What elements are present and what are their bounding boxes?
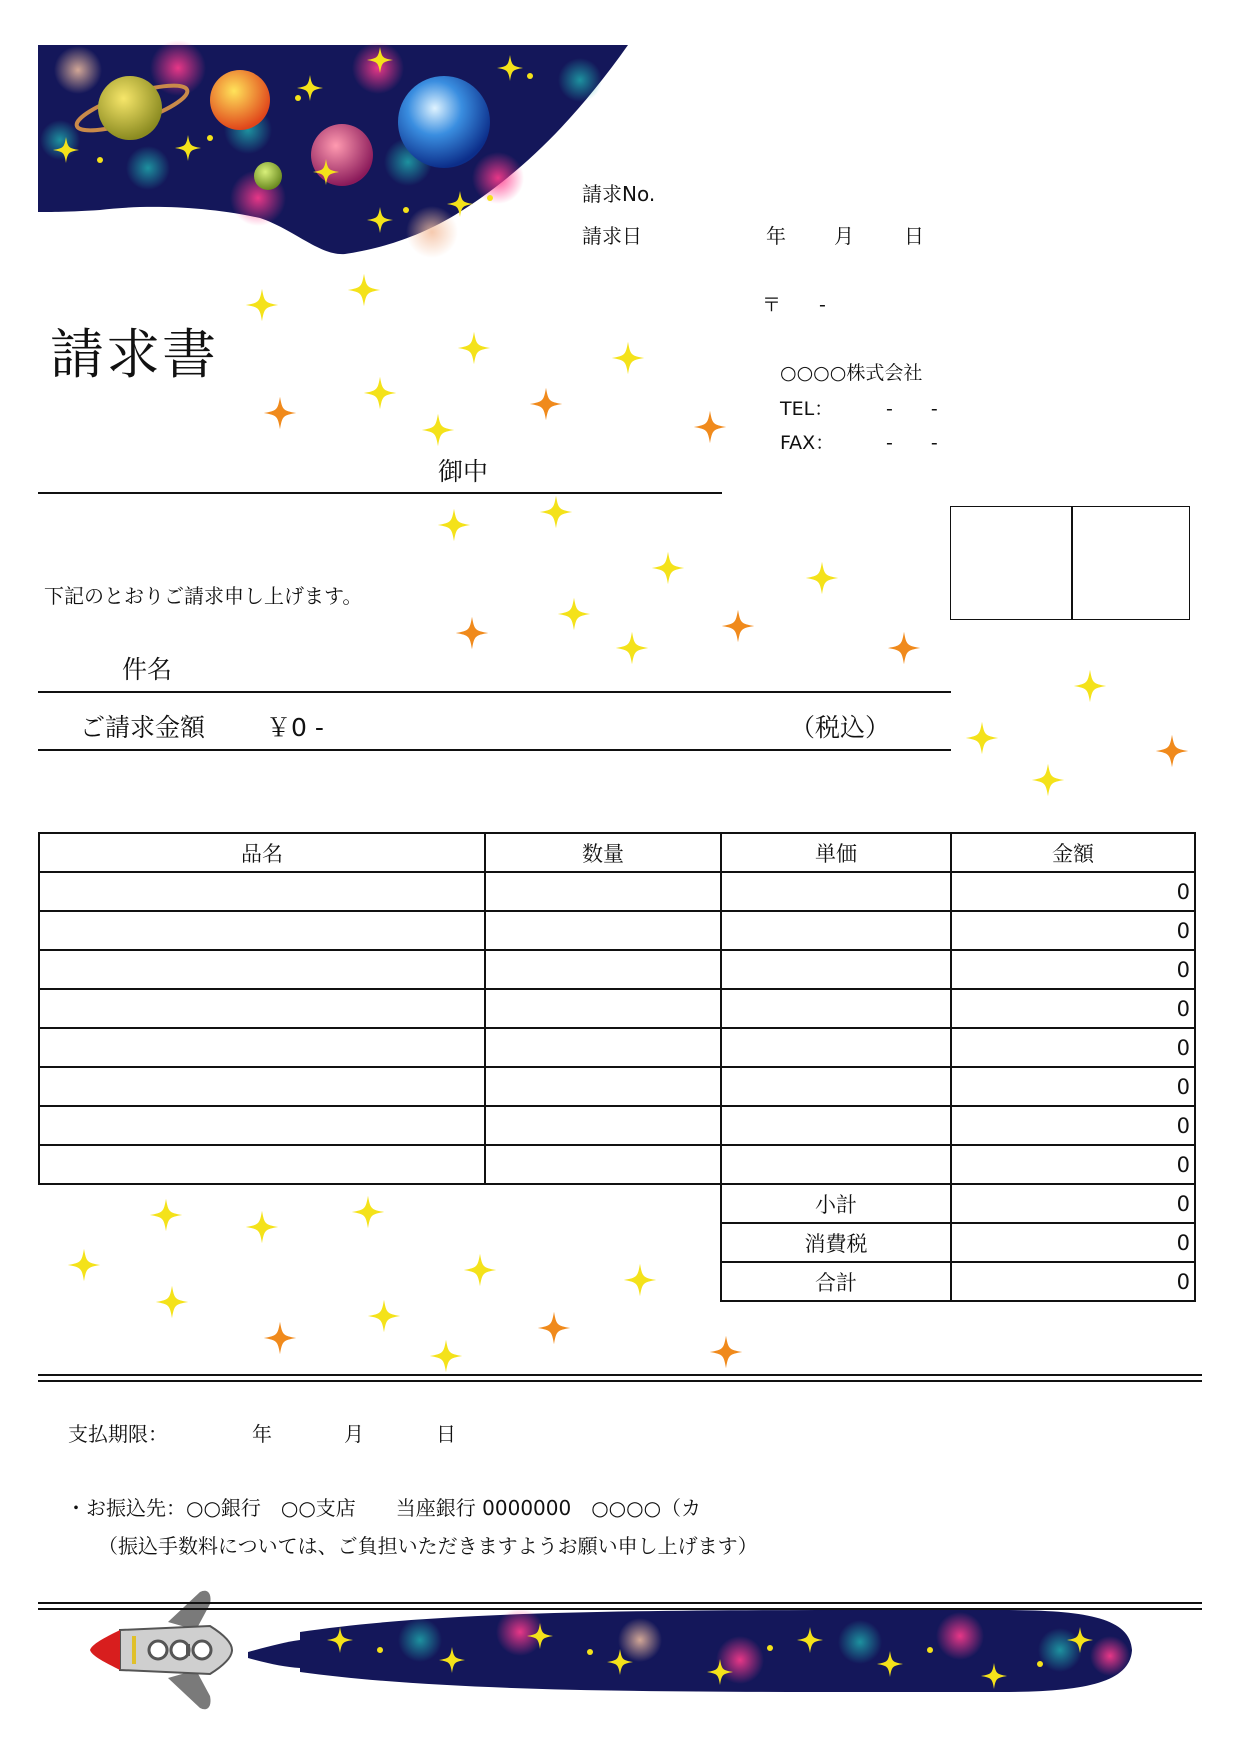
- table-row: [39, 1145, 1195, 1184]
- footer-rule: [38, 1608, 1202, 1610]
- table-row: [39, 989, 1195, 1028]
- subtotal-label: 小計: [721, 1184, 951, 1223]
- payment-deadline-day: 日: [436, 1422, 456, 1446]
- cell-item[interactable]: [39, 1145, 485, 1184]
- cell-price[interactable]: [721, 950, 951, 989]
- blank-area: [39, 1262, 721, 1301]
- subject-underline: [38, 691, 951, 693]
- cell-item[interactable]: [39, 989, 485, 1028]
- amount-underline: [38, 749, 951, 751]
- payment-deadline-label: 支払期限：: [68, 1422, 168, 1446]
- cell-amount: 0: [951, 1145, 1195, 1184]
- cell-price[interactable]: [721, 1028, 951, 1067]
- cell-item[interactable]: [39, 1028, 485, 1067]
- col-header-qty: 数量: [485, 833, 721, 872]
- sender-fax-value: - -: [886, 432, 938, 454]
- tax-row: [39, 1223, 1195, 1262]
- total-row: [39, 1262, 1195, 1301]
- amount-label: ご請求金額: [80, 713, 206, 742]
- invoice-date-day: 日: [904, 224, 924, 248]
- invoice-no-label: 請求No.: [582, 182, 656, 206]
- cell-item[interactable]: [39, 1067, 485, 1106]
- cell-qty[interactable]: [485, 1028, 721, 1067]
- cell-item[interactable]: [39, 911, 485, 950]
- sender-company: ○○○○株式会社: [780, 362, 923, 384]
- table-header-row: [39, 833, 1195, 872]
- table-row: [39, 872, 1195, 911]
- blank-area: [39, 1223, 721, 1262]
- cell-qty[interactable]: [485, 950, 721, 989]
- cell-qty[interactable]: [485, 989, 721, 1028]
- table-row: [39, 950, 1195, 989]
- cell-amount: 0: [951, 989, 1195, 1028]
- amount-tax-note: （税込）: [790, 713, 891, 742]
- stamp-box: [950, 506, 1190, 620]
- tax-label: 消費税: [721, 1223, 951, 1262]
- sender-tel-value: - -: [886, 398, 938, 420]
- amount-value: ￥0 -: [266, 713, 324, 742]
- cell-amount: 0: [951, 1106, 1195, 1145]
- cell-price[interactable]: [721, 989, 951, 1028]
- recipient-honorific: 御中: [438, 457, 489, 486]
- cell-qty[interactable]: [485, 1067, 721, 1106]
- invoice-date-year: 年: [766, 224, 786, 248]
- cell-qty[interactable]: [485, 1145, 721, 1184]
- total-label: 合計: [721, 1262, 951, 1301]
- recipient-underline: [38, 492, 722, 494]
- payment-deadline-year: 年: [252, 1422, 272, 1446]
- cell-price[interactable]: [721, 911, 951, 950]
- cell-item[interactable]: [39, 872, 485, 911]
- stamp-divider: [1071, 507, 1073, 619]
- cell-amount: 0: [951, 1028, 1195, 1067]
- sender-postal: 〒 -: [762, 294, 826, 316]
- cell-qty[interactable]: [485, 1106, 721, 1145]
- sender-fax-label: FAX：: [780, 432, 835, 454]
- table-row: [39, 1106, 1195, 1145]
- cell-amount: 0: [951, 911, 1195, 950]
- bank-transfer-info: ・お振込先：○○銀行 ○○支店 当座銀行 0000000 ○○○○（カ: [66, 1496, 702, 1520]
- sender-tel-label: TEL：: [780, 398, 834, 420]
- transfer-fee-note: （振込手数料については、ご負担いただきますようお願い申し上げます）: [98, 1534, 758, 1558]
- cell-amount: 0: [951, 1067, 1195, 1106]
- cell-qty[interactable]: [485, 911, 721, 950]
- col-header-item: 品名: [39, 833, 485, 872]
- cell-item[interactable]: [39, 950, 485, 989]
- cell-amount: 0: [951, 872, 1195, 911]
- payment-deadline-month: 月: [344, 1422, 364, 1446]
- blank-area: [39, 1184, 721, 1223]
- table-row: [39, 1028, 1195, 1067]
- subtotal-row: [39, 1184, 1195, 1223]
- invoice-date-label: 請求日: [582, 224, 642, 248]
- items-table: [38, 832, 1196, 1302]
- footer-rule: [38, 1602, 1202, 1604]
- total-value: 0: [951, 1262, 1195, 1301]
- col-header-price: 単価: [721, 833, 951, 872]
- subtotal-value: 0: [951, 1184, 1195, 1223]
- cell-amount: 0: [951, 950, 1195, 989]
- page-title: 請求書: [50, 323, 218, 386]
- table-row: [39, 1067, 1195, 1106]
- space-planets-icon: [38, 40, 628, 258]
- cell-price[interactable]: [721, 1106, 951, 1145]
- separator-rule: [38, 1380, 1202, 1382]
- col-header-amount: 金額: [951, 833, 1195, 872]
- cell-price[interactable]: [721, 1067, 951, 1106]
- intro-text: 下記のとおりご請求申し上げます。: [44, 584, 363, 608]
- cell-price[interactable]: [721, 1145, 951, 1184]
- subject-label: 件名: [122, 655, 173, 684]
- cell-item[interactable]: [39, 1106, 485, 1145]
- cell-price[interactable]: [721, 872, 951, 911]
- tax-value: 0: [951, 1223, 1195, 1262]
- table-row: [39, 911, 1195, 950]
- separator-rule: [38, 1374, 1202, 1376]
- cell-qty[interactable]: [485, 872, 721, 911]
- invoice-date-month: 月: [834, 224, 854, 248]
